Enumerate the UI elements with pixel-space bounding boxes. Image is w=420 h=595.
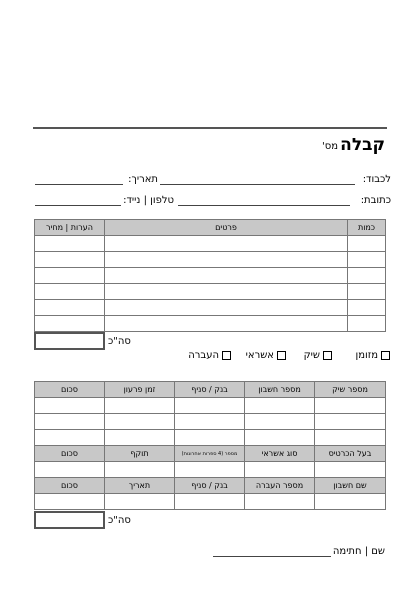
table-cell[interactable] (105, 430, 175, 446)
table-cell[interactable] (105, 398, 175, 414)
top-divider (33, 127, 387, 129)
receipt-number-label: מס' (321, 141, 338, 152)
column-header: תוקף (105, 446, 175, 462)
table-cell[interactable] (105, 316, 348, 332)
date-label: תאריך: (128, 174, 158, 185)
column-header: סכום (35, 478, 105, 494)
credit-header-row (35, 446, 386, 462)
table-row (35, 284, 386, 300)
column-header: מספר העברה (245, 478, 315, 494)
table-cell[interactable] (105, 300, 348, 316)
payment-cheque-label: שיק (303, 350, 320, 361)
column-header: בעל הכרטיס (315, 446, 386, 462)
payment-transfer-label: העברה (188, 350, 219, 361)
table-cell[interactable] (348, 268, 386, 284)
signature-label: שם | חתימה (332, 546, 385, 557)
table-cell[interactable] (35, 398, 105, 414)
payment-cash-label: מזומן (355, 350, 378, 361)
checkbox-icon (277, 351, 286, 360)
items-total-box[interactable] (34, 332, 105, 350)
items-table (34, 219, 386, 332)
table-cell[interactable] (175, 414, 245, 430)
payment-cash-option[interactable] (356, 350, 391, 361)
table-cell[interactable] (35, 494, 105, 510)
column-header: מספר חשבון (245, 382, 315, 398)
table-cell[interactable] (35, 252, 105, 268)
address-field[interactable] (178, 195, 350, 206)
table-cell[interactable] (315, 398, 386, 414)
address-label: כתובת: (360, 195, 391, 206)
phone-field[interactable] (35, 195, 121, 206)
table-cell[interactable] (348, 284, 386, 300)
column-header: זמן פרעון (105, 382, 175, 398)
table-cell[interactable] (245, 398, 315, 414)
page-title: קבלה (340, 135, 385, 155)
payment-total-label: סה"כ (108, 515, 131, 526)
table-cell[interactable] (245, 430, 315, 446)
payment-details-table (34, 381, 386, 510)
table-cell[interactable] (348, 316, 386, 332)
column-header: שם חשבון (315, 478, 386, 494)
table-cell[interactable] (315, 462, 386, 478)
payment-total-box[interactable] (34, 511, 105, 529)
column-header: תאריך (105, 478, 175, 494)
table-cell[interactable] (105, 414, 175, 430)
column-header-details: פרטים (105, 220, 348, 236)
table-row (35, 300, 386, 316)
table-row (35, 494, 386, 510)
column-header: סוג אשראי (245, 446, 315, 462)
table-cell[interactable] (35, 430, 105, 446)
column-header: סכום (35, 382, 105, 398)
to-label: לכבוד: (362, 174, 391, 185)
checkbox-icon (222, 351, 231, 360)
table-cell[interactable] (348, 300, 386, 316)
table-row (35, 430, 386, 446)
table-cell[interactable] (245, 494, 315, 510)
table-cell[interactable] (35, 462, 105, 478)
table-row (35, 236, 386, 252)
table-cell[interactable] (105, 494, 175, 510)
column-header: בנק / סניף (175, 382, 245, 398)
items-total-label: סה"כ (108, 336, 131, 347)
table-cell[interactable] (35, 284, 105, 300)
table-cell[interactable] (175, 494, 245, 510)
table-cell[interactable] (35, 268, 105, 284)
table-row (35, 268, 386, 284)
table-cell[interactable] (245, 462, 315, 478)
table-cell[interactable] (175, 430, 245, 446)
table-cell[interactable] (175, 462, 245, 478)
table-cell[interactable] (105, 252, 348, 268)
table-cell[interactable] (35, 316, 105, 332)
table-cell[interactable] (315, 414, 386, 430)
table-row (35, 462, 386, 478)
to-field[interactable] (160, 174, 355, 185)
table-cell[interactable] (35, 414, 105, 430)
transfer-header-row (35, 478, 386, 494)
column-header: מספר שיק (315, 382, 386, 398)
date-field[interactable] (35, 174, 123, 185)
payment-credit-option[interactable] (246, 350, 286, 361)
table-cell[interactable] (315, 430, 386, 446)
payment-credit-label: אשראי (245, 350, 274, 361)
signature-field[interactable] (213, 546, 331, 557)
table-cell[interactable] (245, 414, 315, 430)
table-cell[interactable] (105, 284, 348, 300)
table-row (35, 414, 386, 430)
phone-label: טלפון | נייד: (123, 195, 174, 206)
table-cell[interactable] (35, 300, 105, 316)
table-cell[interactable] (175, 398, 245, 414)
table-cell[interactable] (315, 494, 386, 510)
column-header-quantity: כמות (348, 220, 386, 236)
cheque-header-row (35, 382, 386, 398)
table-row (35, 316, 386, 332)
column-header: סכום (35, 446, 105, 462)
table-row (35, 398, 386, 414)
checkbox-icon (323, 351, 332, 360)
table-cell[interactable] (105, 236, 348, 252)
checkbox-icon (381, 351, 390, 360)
table-cell[interactable] (348, 236, 386, 252)
column-header: מספר (4 ספרות אחרונות) (175, 446, 245, 462)
table-cell[interactable] (35, 236, 105, 252)
payment-transfer-option[interactable] (188, 350, 231, 361)
column-header-notes-price: הערות | מחיר (35, 220, 105, 236)
table-row (35, 252, 386, 268)
column-header: בנק / סניף (175, 478, 245, 494)
payment-cheque-option[interactable] (304, 350, 332, 361)
table-cell[interactable] (105, 462, 175, 478)
table-cell[interactable] (105, 268, 348, 284)
table-cell[interactable] (348, 252, 386, 268)
